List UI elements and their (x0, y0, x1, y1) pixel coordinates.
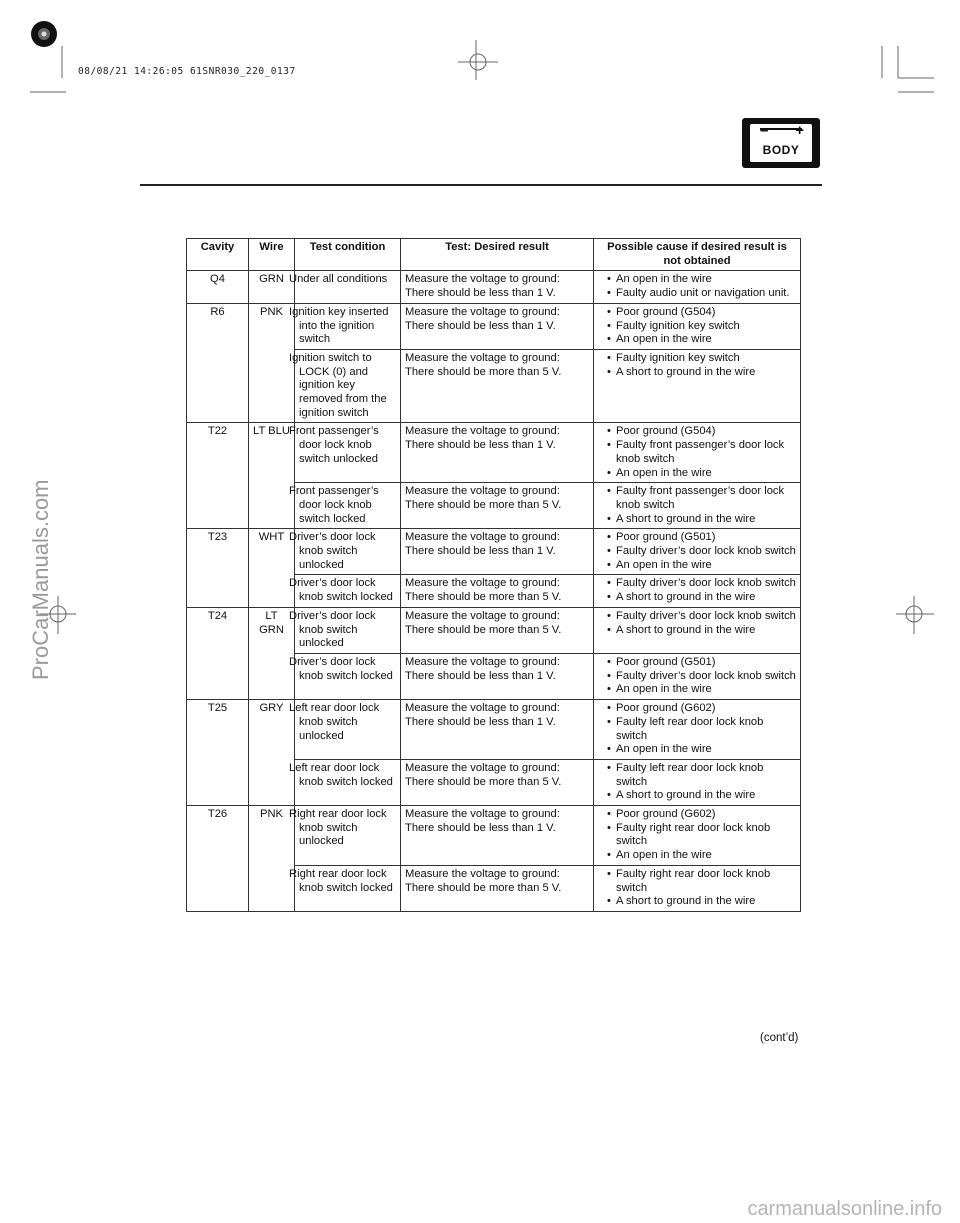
header-test-condition: Test condition (295, 239, 401, 271)
bullet-icon: • (607, 485, 611, 498)
cause-text: An open in the wire (616, 849, 712, 862)
cause-text: Faulty audio unit or navigation unit. (616, 287, 790, 300)
cause-text: Faulty left rear door lock knob switch (616, 715, 764, 742)
cause-item (598, 702, 796, 716)
cause-text: Poor ground (G504) (616, 425, 716, 438)
bullet-icon: • (607, 789, 611, 802)
cause-item (598, 762, 796, 789)
table-row (187, 423, 801, 483)
bullet-icon: • (607, 669, 611, 682)
cause-item (598, 591, 796, 605)
bullet-icon: • (607, 715, 611, 728)
cause-list (598, 868, 796, 909)
test-condition-cell: Under all conditions (295, 271, 401, 303)
desired-result-cell: Measure the voltage to ground: There should be more than 5 V. (401, 349, 594, 423)
cause-text: Poor ground (G504) (616, 305, 716, 318)
cause-item (598, 868, 796, 895)
bullet-icon: • (607, 655, 611, 668)
bullet-icon: • (607, 273, 611, 286)
table-row (187, 806, 801, 866)
cause-item (598, 366, 796, 380)
table-row (187, 700, 801, 760)
cause-item (598, 545, 796, 559)
cause-item (598, 670, 796, 684)
cause-text: An open in the wire (616, 273, 712, 286)
bullet-icon: • (607, 531, 611, 544)
bullet-icon: • (607, 365, 611, 378)
bullet-icon: • (607, 577, 611, 590)
bullet-icon: • (607, 351, 611, 364)
test-condition-cell: Driver’s door lock knob switch locked (295, 653, 401, 699)
cause-text: A short to ground in the wire (616, 512, 756, 525)
cause-item (598, 895, 796, 909)
header-wire: Wire (249, 239, 295, 271)
test-condition-cell: Driver’s door lock knob switch unlocked (295, 607, 401, 653)
cause-item (598, 789, 796, 803)
cause-list (598, 808, 796, 863)
cavity-cell: T23 (187, 529, 249, 608)
test-condition-cell: Ignition switch to LOCK (0) and ignition key removed from the ignition switch (295, 349, 401, 423)
table-body (187, 271, 801, 912)
cavity-cell: T25 (187, 700, 249, 806)
table-row (187, 271, 801, 303)
wire-cell: WHT (249, 529, 295, 608)
possible-cause-cell (594, 423, 801, 483)
test-condition-cell: Left rear door lock knob switch unlocked (295, 700, 401, 760)
header-possible-cause-line2: not obtained (663, 254, 731, 267)
section-label: BODY (762, 143, 800, 157)
cause-item (598, 513, 796, 527)
cause-item (598, 683, 796, 697)
cavity-cell: Q4 (187, 271, 249, 303)
body-section-badge (742, 118, 820, 168)
possible-cause-cell (594, 700, 801, 760)
desired-result-cell: Measure the voltage to ground: There should be less than 1 V. (401, 271, 594, 303)
wire-cell: GRN (249, 271, 295, 303)
wire-cell: GRY (249, 700, 295, 806)
possible-cause-cell (594, 483, 801, 529)
bullet-icon: • (607, 609, 611, 622)
bullet-icon: • (607, 287, 611, 300)
cause-item (598, 743, 796, 757)
cause-text: A short to ground in the wire (616, 365, 756, 378)
bullet-icon: • (607, 761, 611, 774)
header-possible-cause-line1: Possible cause if desired result is (607, 241, 787, 253)
cause-list (598, 306, 796, 347)
cause-item (598, 467, 796, 481)
cavity-cell: T22 (187, 423, 249, 529)
cause-list (598, 273, 796, 300)
header-possible-cause (594, 239, 801, 271)
cause-text: Poor ground (G501) (616, 531, 716, 544)
side-watermark: ProCarManuals.com (28, 479, 53, 680)
cause-list (598, 577, 796, 604)
desired-result-cell: Measure the voltage to ground: There should be more than 5 V. (401, 759, 594, 805)
cause-item (598, 485, 796, 512)
bullet-icon: • (607, 867, 611, 880)
cause-list (598, 656, 796, 697)
cause-item (598, 808, 796, 822)
header-rule (140, 184, 822, 186)
test-condition-cell: Right rear door lock knob switch locked (295, 865, 401, 911)
cause-text: An open in the wire (616, 466, 712, 479)
cause-item (598, 439, 796, 466)
bullet-icon: • (607, 821, 611, 834)
bullet-icon: • (607, 849, 611, 862)
test-condition-cell: Front passenger’s door lock knob switch locked (295, 483, 401, 529)
desired-result-cell: Measure the voltage to ground: There should be more than 5 V. (401, 483, 594, 529)
bullet-icon: • (607, 591, 611, 604)
cause-text: Faulty front passenger’s door lock knob switch (616, 439, 785, 465)
cause-item (598, 849, 796, 863)
cause-text: Faulty ignition key switch (616, 351, 740, 364)
cause-item (598, 287, 796, 301)
cause-item (598, 306, 796, 320)
cause-text: An open in the wire (616, 743, 712, 756)
bullet-icon: • (607, 683, 611, 696)
cause-text: Faulty left rear door lock knob switch (616, 761, 764, 788)
cause-list (598, 702, 796, 757)
cause-item (598, 822, 796, 849)
header-desired-result: Test: Desired result (401, 239, 594, 271)
wire-cell: LT GRN (249, 607, 295, 699)
print-stamp: 08/08/21 14:26:05 61SNR030_220_0137 (78, 66, 296, 77)
desired-result-cell: Measure the voltage to ground: There should be less than 1 V. (401, 423, 594, 483)
cause-text: A short to ground in the wire (616, 623, 756, 636)
cause-item (598, 624, 796, 638)
bullet-icon: • (607, 425, 611, 438)
bullet-icon: • (607, 808, 611, 821)
test-condition-cell: Driver’s door lock knob switch unlocked (295, 529, 401, 575)
cause-text: An open in the wire (616, 683, 712, 696)
cause-text: Poor ground (G501) (616, 655, 716, 668)
test-condition-cell: Front passenger’s door lock knob switch unlocked (295, 423, 401, 483)
cause-text: Faulty ignition key switch (616, 319, 740, 332)
cause-text: Faulty driver’s door lock knob switch (616, 545, 796, 558)
cause-text: Faulty right rear door lock knob switch (616, 821, 771, 848)
cavity-cell: T24 (187, 607, 249, 699)
cause-item (598, 333, 796, 347)
desired-result-cell: Measure the voltage to ground: There should be less than 1 V. (401, 653, 594, 699)
cause-text: Faulty driver’s door lock knob switch (616, 609, 796, 622)
cause-item (598, 716, 796, 743)
possible-cause-cell (594, 653, 801, 699)
battery-plus-sign: + (795, 122, 804, 139)
bullet-icon: • (607, 512, 611, 525)
cause-text: Faulty driver’s door lock knob switch (616, 577, 796, 590)
bullet-icon: • (607, 743, 611, 756)
cause-list (598, 485, 796, 526)
possible-cause-cell (594, 529, 801, 575)
bullet-icon: • (607, 333, 611, 346)
table-row (187, 303, 801, 349)
bullet-icon: • (607, 439, 611, 452)
wire-cell: LT BLU (249, 423, 295, 529)
wire-cell: PNK (249, 806, 295, 912)
desired-result-cell: Measure the voltage to ground: There should be more than 5 V. (401, 607, 594, 653)
cause-list (598, 531, 796, 572)
cause-text: A short to ground in the wire (616, 789, 756, 802)
desired-result-cell: Measure the voltage to ground: There should be less than 1 V. (401, 806, 594, 866)
desired-result-cell: Measure the voltage to ground: There should be less than 1 V. (401, 529, 594, 575)
desired-result-cell: Measure the voltage to ground: There should be more than 5 V. (401, 865, 594, 911)
cause-item (598, 577, 796, 591)
cavity-cell: T26 (187, 806, 249, 912)
cause-text: A short to ground in the wire (616, 895, 756, 908)
bullet-icon: • (607, 702, 611, 715)
bullet-icon: • (607, 305, 611, 318)
cause-text: Poor ground (G602) (616, 702, 716, 715)
battery-icon (750, 124, 812, 162)
cause-text: Faulty right rear door lock knob switch (616, 867, 771, 894)
bullet-icon: • (607, 545, 611, 558)
cause-text: Poor ground (G602) (616, 808, 716, 821)
cause-item (598, 352, 796, 366)
possible-cause-cell (594, 349, 801, 423)
cause-text: An open in the wire (616, 333, 712, 346)
possible-cause-cell (594, 575, 801, 607)
cause-item (598, 425, 796, 439)
cause-text: An open in the wire (616, 558, 712, 571)
possible-cause-cell (594, 865, 801, 911)
table-row (187, 529, 801, 575)
cause-item (598, 656, 796, 670)
continued-note: (cont’d) (760, 1032, 799, 1044)
test-condition-cell: Right rear door lock knob switch unlocked (295, 806, 401, 866)
table-header-row (187, 239, 801, 271)
footer-watermark: carmanualsonline.info (747, 1198, 942, 1220)
desired-result-cell: Measure the voltage to ground: There should be more than 5 V. (401, 575, 594, 607)
bullet-icon: • (607, 558, 611, 571)
test-condition-cell: Ignition key inserted into the ignition switch (295, 303, 401, 349)
bullet-icon: • (607, 466, 611, 479)
possible-cause-cell (594, 806, 801, 866)
wire-cell: PNK (249, 303, 295, 423)
cause-item (598, 610, 796, 624)
cause-item (598, 273, 796, 287)
cause-list (598, 425, 796, 480)
cause-item (598, 531, 796, 545)
header-cavity: Cavity (187, 239, 249, 271)
cause-text: A short to ground in the wire (616, 591, 756, 604)
bullet-icon: • (607, 895, 611, 908)
desired-result-cell: Measure the voltage to ground: There should be less than 1 V. (401, 303, 594, 349)
battery-minus-sign: – (760, 122, 769, 139)
cause-item (598, 320, 796, 334)
bullet-icon: • (607, 319, 611, 332)
possible-cause-cell (594, 271, 801, 303)
cause-text: Faulty front passenger’s door lock knob switch (616, 485, 785, 511)
possible-cause-cell (594, 303, 801, 349)
test-condition-cell: Left rear door lock knob switch locked (295, 759, 401, 805)
cause-list (598, 762, 796, 803)
desired-result-cell: Measure the voltage to ground: There should be less than 1 V. (401, 700, 594, 760)
cause-list (598, 352, 796, 379)
possible-cause-cell (594, 607, 801, 653)
terminal-test-table (186, 238, 801, 912)
possible-cause-cell (594, 759, 801, 805)
cause-item (598, 559, 796, 573)
cause-text: Faulty driver’s door lock knob switch (616, 669, 796, 682)
test-condition-cell: Driver’s door lock knob switch locked (295, 575, 401, 607)
cavity-cell: R6 (187, 303, 249, 423)
bullet-icon: • (607, 623, 611, 636)
cause-list (598, 610, 796, 637)
table-row (187, 607, 801, 653)
